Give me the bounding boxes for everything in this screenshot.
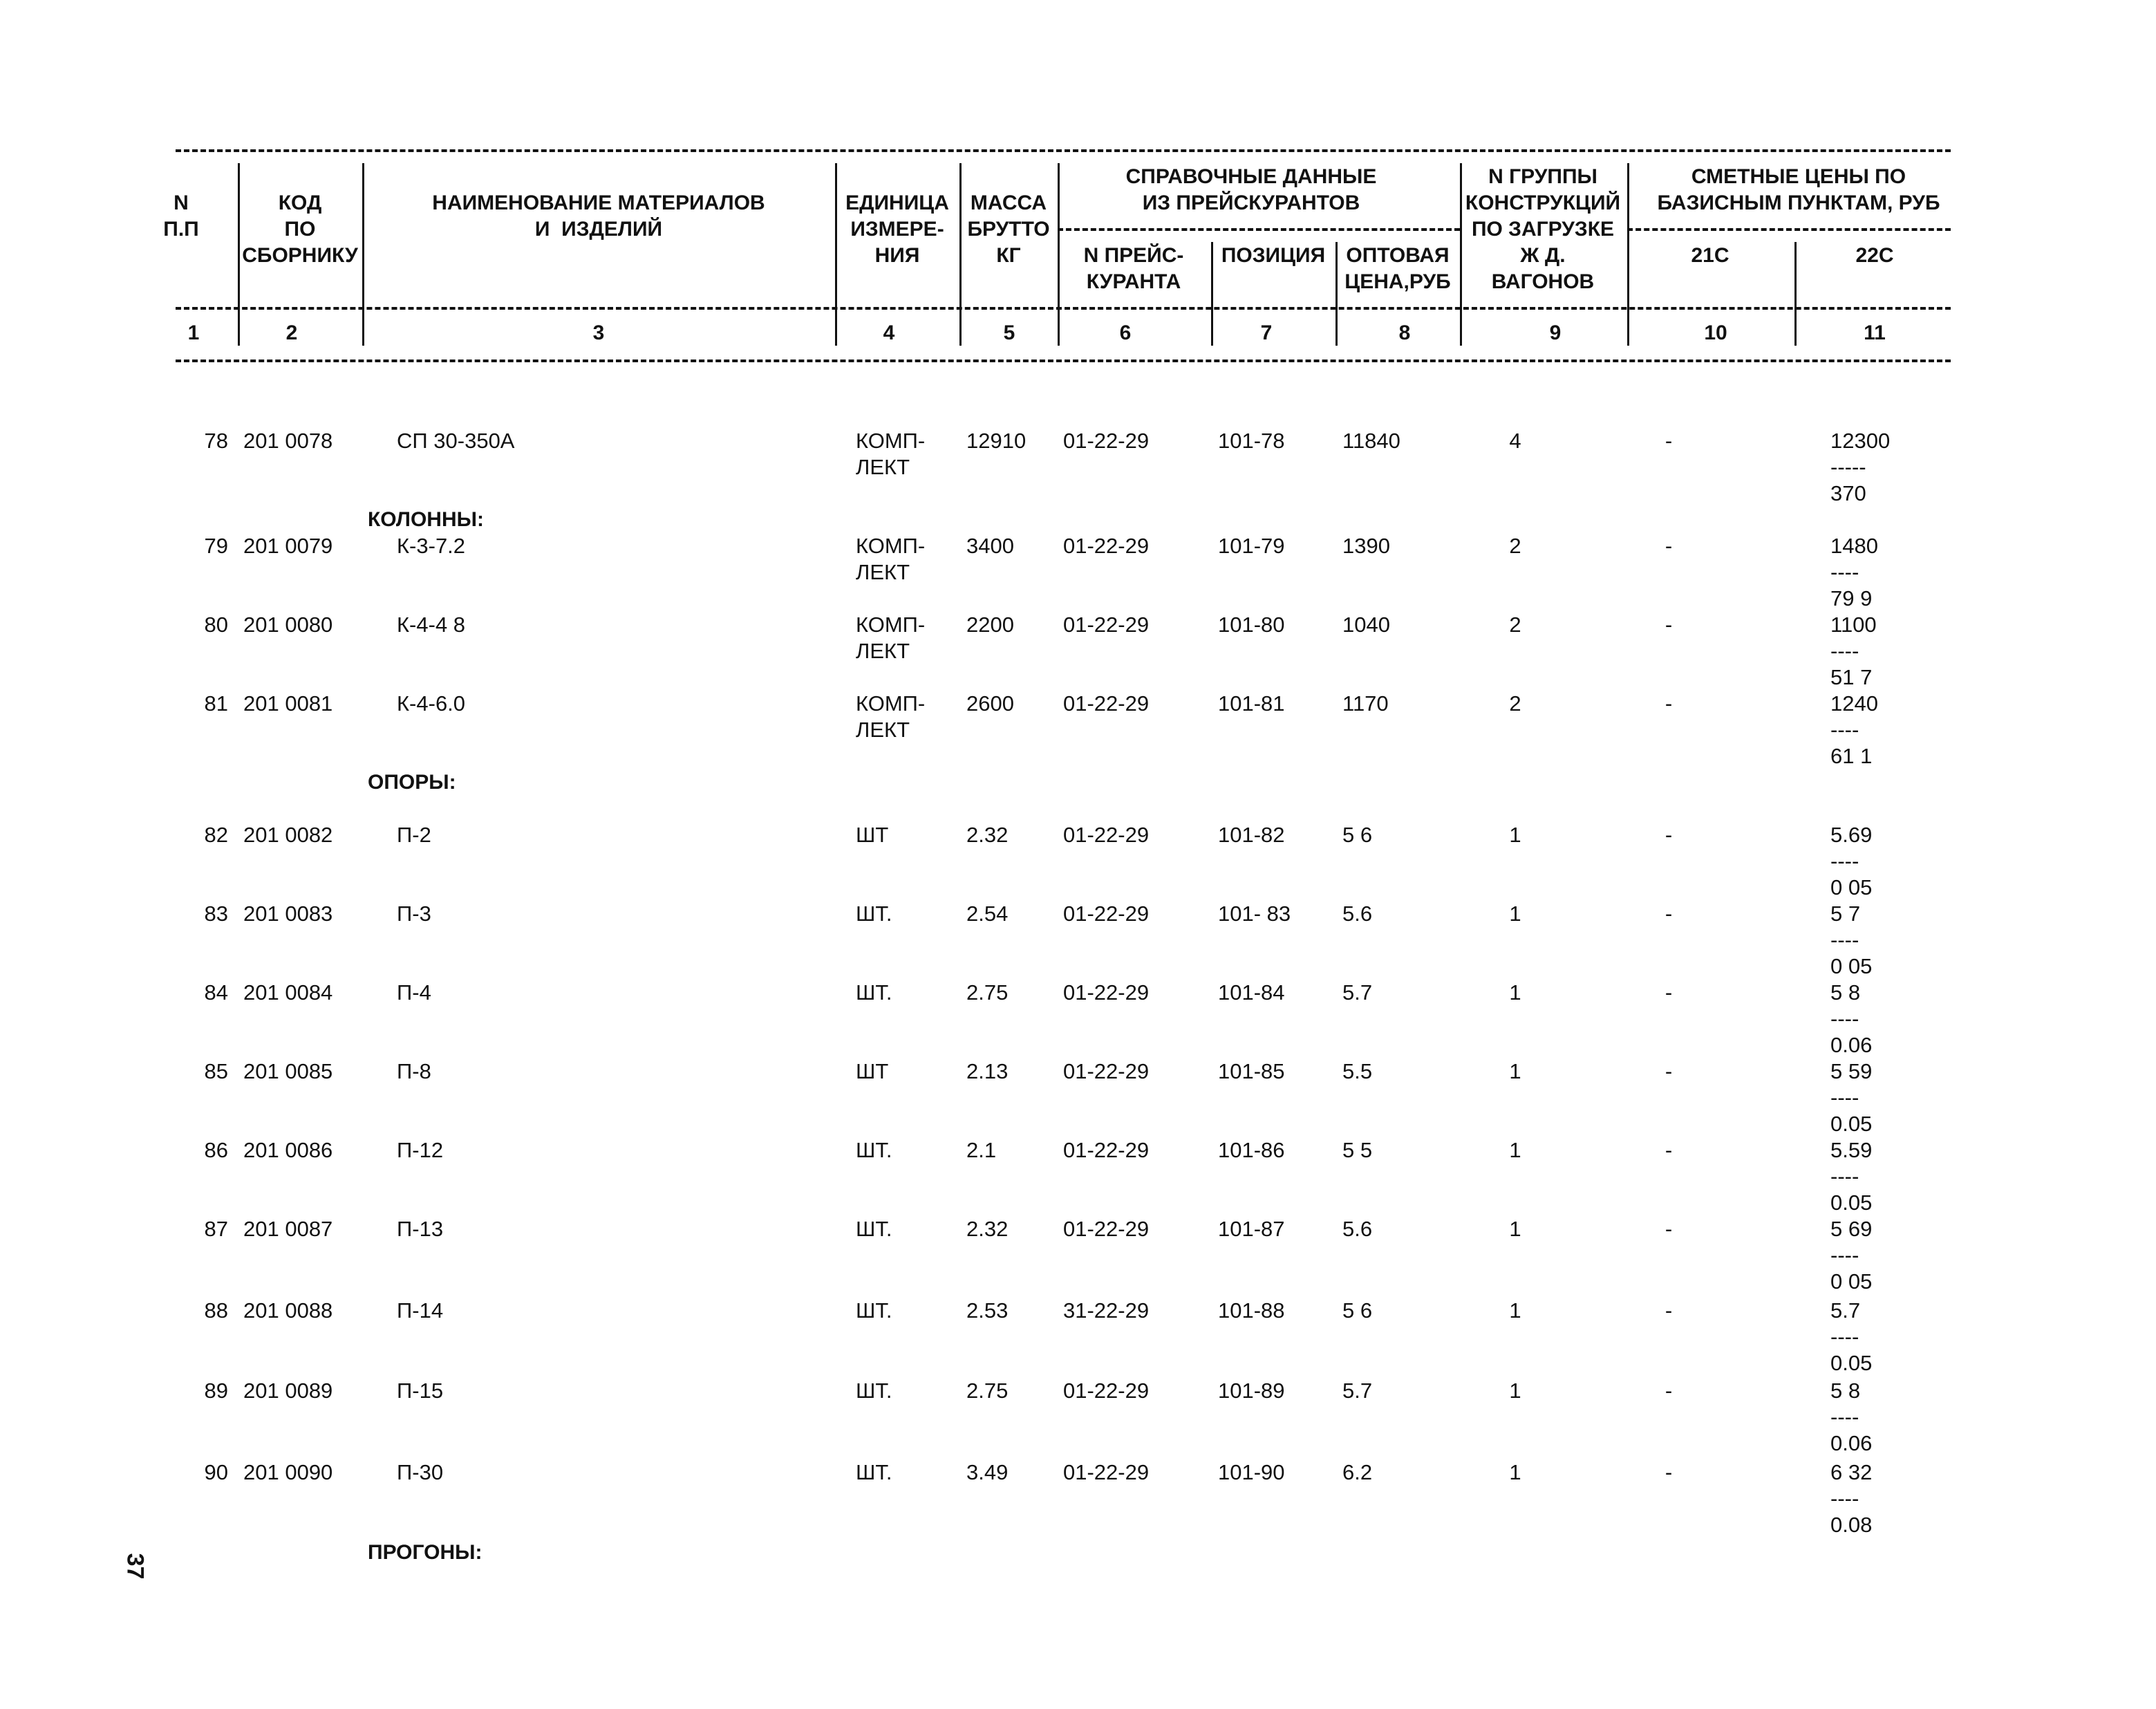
page-number: 37 bbox=[122, 1553, 149, 1580]
row-code: 201 0089 bbox=[243, 1379, 333, 1403]
header-col7: ПОЗИЦИЯ bbox=[1221, 244, 1326, 267]
row-price: 11840 bbox=[1342, 429, 1400, 453]
row-price: 5.6 bbox=[1342, 902, 1373, 926]
row-mass: 2.1 bbox=[966, 1138, 997, 1162]
row-pricelist: 01-22-29 bbox=[1063, 1460, 1150, 1484]
row-price: 5.7 bbox=[1342, 1379, 1373, 1403]
row-unit: ШТ. bbox=[856, 1138, 892, 1162]
row-unit: ЛЕКТ bbox=[856, 560, 910, 584]
row-number: 80 bbox=[204, 613, 228, 637]
row-name: П-2 bbox=[397, 823, 431, 847]
row-position: 101-86 bbox=[1218, 1138, 1285, 1162]
row-number: 86 bbox=[204, 1138, 228, 1162]
column-rule bbox=[1627, 163, 1629, 346]
row-position: 101-85 bbox=[1218, 1059, 1285, 1083]
row-unit: КОМП- bbox=[856, 691, 926, 716]
row-position: 101-84 bbox=[1218, 980, 1285, 1005]
row-pricelist: 01-22-29 bbox=[1063, 1138, 1150, 1162]
row-code: 201 0082 bbox=[243, 823, 333, 847]
row-group: 1 bbox=[1509, 902, 1521, 926]
header-col9: КОНСТРУКЦИЙ bbox=[1465, 192, 1621, 214]
row-unit: КОМП- bbox=[856, 613, 926, 637]
header-group_ref: ИЗ ПРЕЙСКУРАНТОВ bbox=[1142, 192, 1360, 214]
row-code: 201 0079 bbox=[243, 534, 333, 558]
row-unit: ШТ. bbox=[856, 1460, 892, 1484]
row-group: 1 bbox=[1509, 823, 1521, 847]
row-code: 201 0085 bbox=[243, 1059, 333, 1083]
row-position: 101-88 bbox=[1218, 1298, 1285, 1323]
row-code: 201 0087 bbox=[243, 1217, 333, 1241]
row-position: 101-81 bbox=[1218, 691, 1285, 716]
row-unit: ШТ. bbox=[856, 1379, 892, 1403]
column-rule bbox=[835, 163, 837, 346]
row-col10: - bbox=[1665, 691, 1673, 716]
header-col9: ВАГОНОВ bbox=[1491, 270, 1595, 293]
row-group: 1 bbox=[1509, 1298, 1521, 1323]
row-name: П-14 bbox=[397, 1298, 444, 1323]
row-unit: ШТ. bbox=[856, 1298, 892, 1323]
row-col11-separator: ---- bbox=[1830, 1405, 1859, 1429]
row-price: 5.5 bbox=[1342, 1059, 1373, 1083]
column-number: 1 bbox=[187, 321, 200, 344]
section-heading: ПРОГОНЫ: bbox=[368, 1541, 482, 1564]
row-price: 5 6 bbox=[1342, 823, 1373, 847]
row-number: 82 bbox=[204, 823, 228, 847]
row-col11-bottom: 61 1 bbox=[1830, 744, 1873, 768]
row-code: 201 0083 bbox=[243, 902, 333, 926]
header-col8: ЦЕНА,РУБ bbox=[1344, 270, 1451, 293]
header-col6: КУРАНТА bbox=[1086, 270, 1181, 293]
row-col10: - bbox=[1665, 534, 1673, 558]
row-number: 79 bbox=[204, 534, 228, 558]
column-rule bbox=[1460, 163, 1462, 346]
header-col2: КОД bbox=[278, 192, 322, 214]
section-heading: КОЛОННЫ: bbox=[368, 508, 484, 531]
group-ref-rule bbox=[1058, 228, 1460, 231]
row-name: П-8 bbox=[397, 1059, 431, 1083]
row-price: 5 6 bbox=[1342, 1298, 1373, 1323]
row-col11-bottom: 0 05 bbox=[1830, 954, 1873, 978]
row-pricelist: 01-22-29 bbox=[1063, 1059, 1150, 1083]
row-mass: 12910 bbox=[966, 429, 1027, 453]
row-price: 5 5 bbox=[1342, 1138, 1373, 1162]
row-col11-bottom: 0.05 bbox=[1830, 1351, 1873, 1375]
row-col11-separator: ---- bbox=[1830, 718, 1859, 742]
row-code: 201 0081 bbox=[243, 691, 333, 716]
row-pricelist: 01-22-29 bbox=[1063, 980, 1150, 1005]
row-unit: ЛЕКТ bbox=[856, 639, 910, 663]
header-col9: ПО ЗАГРУЗКЕ bbox=[1471, 218, 1615, 241]
row-group: 1 bbox=[1509, 1217, 1521, 1241]
row-position: 101-79 bbox=[1218, 534, 1285, 558]
column-rule bbox=[1335, 242, 1338, 346]
column-rule bbox=[959, 163, 962, 346]
row-pricelist: 01-22-29 bbox=[1063, 902, 1150, 926]
row-mass: 2.75 bbox=[966, 1379, 1009, 1403]
row-name: СП 30-350А bbox=[397, 429, 515, 453]
row-col11-top: 5.59 bbox=[1830, 1138, 1873, 1162]
header-col2: СБОРНИКУ bbox=[242, 244, 358, 267]
row-group: 1 bbox=[1509, 1379, 1521, 1403]
row-number: 84 bbox=[204, 980, 228, 1005]
header-col1: N bbox=[174, 192, 189, 214]
row-col11-top: 5 7 bbox=[1830, 902, 1861, 926]
column-number: 7 bbox=[1260, 321, 1273, 344]
row-mass: 3400 bbox=[966, 534, 1014, 558]
row-col10: - bbox=[1665, 1460, 1673, 1484]
row-col11-separator: ---- bbox=[1830, 849, 1859, 873]
row-position: 101-82 bbox=[1218, 823, 1285, 847]
row-group: 1 bbox=[1509, 980, 1521, 1005]
header-col3: НАИМЕНОВАНИЕ МАТЕРИАЛОВ bbox=[432, 192, 765, 214]
row-code: 201 0084 bbox=[243, 980, 333, 1005]
header-group_prices: БАЗИСНЫМ ПУНКТАМ, РУБ bbox=[1657, 192, 1940, 214]
row-col11-bottom: 0 05 bbox=[1830, 875, 1873, 899]
row-name: П-13 bbox=[397, 1217, 444, 1241]
header-group_ref: СПРАВОЧНЫЕ ДАННЫЕ bbox=[1125, 165, 1377, 188]
row-price: 1390 bbox=[1342, 534, 1390, 558]
column-number: 2 bbox=[285, 321, 298, 344]
row-col10: - bbox=[1665, 823, 1673, 847]
row-position: 101-87 bbox=[1218, 1217, 1285, 1241]
row-col11-top: 5.69 bbox=[1830, 823, 1873, 847]
row-col11-bottom: 0.06 bbox=[1830, 1431, 1873, 1455]
column-rule bbox=[1794, 242, 1797, 346]
row-unit: ШТ. bbox=[856, 1217, 892, 1241]
header-mid-rule bbox=[176, 307, 1951, 310]
column-rule bbox=[238, 163, 240, 346]
row-col11-top: 1240 bbox=[1830, 691, 1878, 716]
row-unit: ШТ. bbox=[856, 902, 892, 926]
row-col11-top: 5 59 bbox=[1830, 1059, 1873, 1083]
header-col9: Ж Д. bbox=[1520, 244, 1566, 267]
row-number: 87 bbox=[204, 1217, 228, 1241]
row-col10: - bbox=[1665, 1217, 1673, 1241]
row-col11-top: 5 69 bbox=[1830, 1217, 1873, 1241]
row-name: П-3 bbox=[397, 902, 431, 926]
row-unit: ЛЕКТ bbox=[856, 455, 910, 479]
row-unit: КОМП- bbox=[856, 534, 926, 558]
row-mass: 2200 bbox=[966, 613, 1014, 637]
row-mass: 2.75 bbox=[966, 980, 1009, 1005]
row-mass: 2600 bbox=[966, 691, 1014, 716]
row-mass: 2.32 bbox=[966, 1217, 1009, 1241]
row-col11-separator: ---- bbox=[1830, 1325, 1859, 1349]
row-col11-top: 1480 bbox=[1830, 534, 1878, 558]
column-number: 6 bbox=[1119, 321, 1132, 344]
row-mass: 2.13 bbox=[966, 1059, 1009, 1083]
row-col10: - bbox=[1665, 429, 1673, 453]
header-col9: N ГРУППЫ bbox=[1488, 165, 1597, 188]
row-col11-top: 5.7 bbox=[1830, 1298, 1861, 1323]
header-col4: НИЯ bbox=[874, 244, 920, 267]
row-col11-bottom: 0.05 bbox=[1830, 1112, 1873, 1136]
header-col3: И ИЗДЕЛИЙ bbox=[534, 218, 663, 241]
row-unit: ШТ. bbox=[856, 980, 892, 1005]
row-unit: ЛЕКТ bbox=[856, 718, 910, 742]
column-rule bbox=[362, 163, 364, 346]
row-pricelist: 31-22-29 bbox=[1063, 1298, 1150, 1323]
row-col10: - bbox=[1665, 1379, 1673, 1403]
row-position: 101-80 bbox=[1218, 613, 1285, 637]
column-number: 5 bbox=[1003, 321, 1015, 344]
row-group: 4 bbox=[1509, 429, 1521, 453]
row-col11-top: 1100 bbox=[1830, 613, 1877, 637]
row-pricelist: 01-22-29 bbox=[1063, 691, 1150, 716]
row-col11-top: 12300 bbox=[1830, 429, 1891, 453]
row-col11-bottom: 51 7 bbox=[1830, 665, 1873, 689]
row-col11-bottom: 0.05 bbox=[1830, 1190, 1873, 1215]
header-col10: 21С bbox=[1691, 244, 1730, 267]
section-heading: ОПОРЫ: bbox=[368, 771, 456, 794]
header-top-rule bbox=[176, 149, 1951, 152]
row-col10: - bbox=[1665, 613, 1673, 637]
column-rule bbox=[1211, 242, 1213, 346]
row-pricelist: 01-22-29 bbox=[1063, 1217, 1150, 1241]
row-group: 2 bbox=[1509, 534, 1521, 558]
row-group: 1 bbox=[1509, 1059, 1521, 1083]
row-col11-top: 6 32 bbox=[1830, 1460, 1873, 1484]
row-pricelist: 01-22-29 bbox=[1063, 823, 1150, 847]
row-group: 1 bbox=[1509, 1460, 1521, 1484]
header-col1: П.П bbox=[163, 218, 199, 241]
row-number: 83 bbox=[204, 902, 228, 926]
row-code: 201 0090 bbox=[243, 1460, 333, 1484]
row-col11-top: 5 8 bbox=[1830, 980, 1861, 1005]
column-number: 11 bbox=[1864, 321, 1886, 344]
row-col11-bottom: 370 bbox=[1830, 481, 1866, 505]
row-col10: - bbox=[1665, 1298, 1673, 1323]
row-code: 201 0078 bbox=[243, 429, 333, 453]
row-name: П-4 bbox=[397, 980, 431, 1005]
row-col11-bottom: 0.08 bbox=[1830, 1513, 1873, 1537]
header-col5: МАССА bbox=[970, 192, 1047, 214]
row-number: 85 bbox=[204, 1059, 228, 1083]
column-number: 9 bbox=[1549, 321, 1562, 344]
row-unit: КОМП- bbox=[856, 429, 926, 453]
row-mass: 2.53 bbox=[966, 1298, 1009, 1323]
row-name: К-3-7.2 bbox=[397, 534, 466, 558]
row-position: 101-78 bbox=[1218, 429, 1285, 453]
row-name: П-30 bbox=[397, 1460, 444, 1484]
row-name: К-4-4 8 bbox=[397, 613, 466, 637]
header-col8: ОПТОВАЯ bbox=[1346, 244, 1450, 267]
row-col11-separator: ---- bbox=[1830, 1085, 1859, 1110]
row-col10: - bbox=[1665, 902, 1673, 926]
header-col4: ЕДИНИЦА bbox=[845, 192, 949, 214]
row-name: П-12 bbox=[397, 1138, 444, 1162]
row-name: К-4-6.0 bbox=[397, 691, 466, 716]
row-group: 2 bbox=[1509, 691, 1521, 716]
column-number: 3 bbox=[592, 321, 605, 344]
header-col6: N ПРЕЙС- bbox=[1083, 244, 1184, 267]
header-group_prices: СМЕТНЫЕ ЦЕНЫ ПО bbox=[1691, 165, 1906, 188]
row-col11-separator: ---- bbox=[1830, 639, 1859, 663]
row-col11-separator: ----- bbox=[1830, 455, 1866, 479]
row-col10: - bbox=[1665, 1059, 1673, 1083]
row-group: 2 bbox=[1509, 613, 1521, 637]
row-name: П-15 bbox=[397, 1379, 444, 1403]
row-unit: ШТ bbox=[856, 823, 889, 847]
row-col11-bottom: 0.06 bbox=[1830, 1033, 1873, 1057]
row-position: 101-90 bbox=[1218, 1460, 1285, 1484]
row-col11-separator: ---- bbox=[1830, 1164, 1859, 1188]
row-price: 1170 bbox=[1342, 691, 1389, 716]
column-rule bbox=[1058, 163, 1060, 346]
row-col11-separator: ---- bbox=[1830, 1486, 1859, 1511]
row-code: 201 0086 bbox=[243, 1138, 333, 1162]
row-price: 5.7 bbox=[1342, 980, 1373, 1005]
row-position: 101- 83 bbox=[1218, 902, 1291, 926]
row-mass: 2.54 bbox=[966, 902, 1009, 926]
row-col11-separator: ---- bbox=[1830, 1243, 1859, 1267]
row-pricelist: 01-22-29 bbox=[1063, 613, 1150, 637]
row-number: 81 bbox=[204, 691, 228, 716]
group-prices-rule bbox=[1627, 228, 1951, 231]
row-col11-separator: ---- bbox=[1830, 560, 1859, 584]
header-col4: ИЗМЕРЕ- bbox=[850, 218, 944, 241]
column-number: 4 bbox=[883, 321, 895, 344]
row-col10: - bbox=[1665, 1138, 1673, 1162]
row-number: 89 bbox=[204, 1379, 228, 1403]
row-pricelist: 01-22-29 bbox=[1063, 534, 1150, 558]
column-number: 10 bbox=[1704, 321, 1727, 344]
row-col11-bottom: 79 9 bbox=[1830, 586, 1873, 610]
row-col11-separator: ---- bbox=[1830, 928, 1859, 952]
header-col2: ПО bbox=[284, 218, 316, 241]
column-number: 8 bbox=[1398, 321, 1411, 344]
row-unit: ШТ bbox=[856, 1059, 889, 1083]
row-mass: 3.49 bbox=[966, 1460, 1009, 1484]
row-code: 201 0080 bbox=[243, 613, 333, 637]
row-price: 1040 bbox=[1342, 613, 1390, 637]
row-pricelist: 01-22-29 bbox=[1063, 429, 1150, 453]
row-number: 78 bbox=[204, 429, 228, 453]
row-number: 90 bbox=[204, 1460, 228, 1484]
row-col11-top: 5 8 bbox=[1830, 1379, 1861, 1403]
row-col10: - bbox=[1665, 980, 1673, 1005]
row-mass: 2.32 bbox=[966, 823, 1009, 847]
row-price: 5.6 bbox=[1342, 1217, 1373, 1241]
header-bottom-rule bbox=[176, 359, 1951, 362]
row-code: 201 0088 bbox=[243, 1298, 333, 1323]
header-col5: БРУТТО bbox=[967, 218, 1050, 241]
header-col5: КГ bbox=[996, 244, 1021, 267]
row-col11-bottom: 0 05 bbox=[1830, 1269, 1873, 1294]
row-col11-separator: ---- bbox=[1830, 1007, 1859, 1031]
row-number: 88 bbox=[204, 1298, 228, 1323]
header-col11: 22С bbox=[1855, 244, 1894, 267]
row-position: 101-89 bbox=[1218, 1379, 1285, 1403]
row-pricelist: 01-22-29 bbox=[1063, 1379, 1150, 1403]
row-price: 6.2 bbox=[1342, 1460, 1373, 1484]
row-group: 1 bbox=[1509, 1138, 1521, 1162]
